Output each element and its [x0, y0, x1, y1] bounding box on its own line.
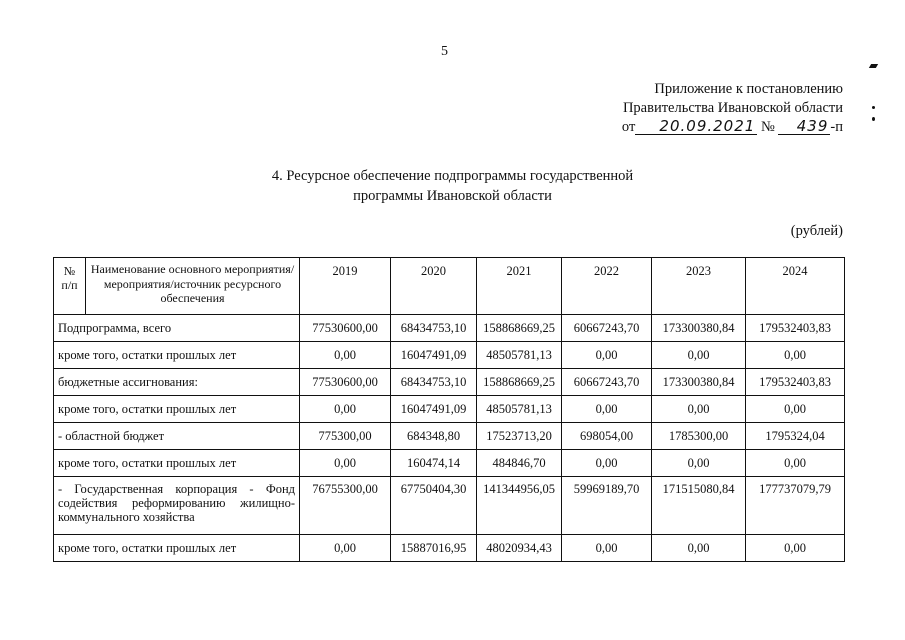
row-value: 15887016,95: [391, 535, 477, 562]
table-row: [54, 396, 845, 423]
row-value: 1795324,04: [746, 423, 845, 450]
row-value: 0,00: [746, 396, 845, 423]
row-value: 179532403,83: [746, 315, 845, 342]
resource-table: [53, 257, 845, 562]
row-value: 0,00: [652, 396, 746, 423]
row-value: 68434753,10: [391, 369, 477, 396]
row-value: 158868669,25: [477, 315, 562, 342]
scan-dot-1: [872, 106, 875, 109]
row-label: кроме того, остатки прошлых лет: [54, 450, 300, 477]
header-year: 2020: [391, 258, 477, 315]
row-label: кроме того, остатки прошлых лет: [54, 342, 300, 369]
appendix-date-line: [622, 118, 843, 137]
row-value: 0,00: [652, 450, 746, 477]
row-value: 68434753,10: [391, 315, 477, 342]
table-row: [54, 423, 845, 450]
row-label: Подпрограмма, всего: [54, 315, 300, 342]
scan-mark-top: [869, 64, 878, 68]
row-value: 0,00: [300, 396, 391, 423]
appendix-line-1: Приложение к постановлению: [654, 81, 843, 97]
row-value: 48505781,13: [477, 342, 562, 369]
row-value: 16047491,09: [391, 342, 477, 369]
row-value: 17523713,20: [477, 423, 562, 450]
row-value: 0,00: [562, 342, 652, 369]
row-label: кроме того, остатки прошлых лет: [54, 396, 300, 423]
row-value: 177737079,79: [746, 477, 845, 535]
header-year: 2023: [652, 258, 746, 315]
row-value: 0,00: [652, 535, 746, 562]
row-value: 77530600,00: [300, 369, 391, 396]
units-label: (рублей): [790, 223, 843, 239]
row-value: 67750404,30: [391, 477, 477, 535]
row-value: 158868669,25: [477, 369, 562, 396]
date-prefix: от: [621, 119, 636, 135]
table-row: [54, 315, 845, 342]
header-name: Наименование основного мероприятия/мероприятия/источник ресурсного обеспечения: [86, 258, 300, 315]
row-value: 1785300,00: [652, 423, 746, 450]
row-value: 141344956,05: [477, 477, 562, 535]
row-value: 171515080,84: [652, 477, 746, 535]
page-number: 5: [441, 44, 448, 59]
title-line-2: программы Ивановской области: [353, 188, 552, 204]
number-prefix: №: [760, 119, 775, 135]
row-value: 0,00: [300, 450, 391, 477]
row-value: 60667243,70: [562, 315, 652, 342]
row-value: 16047491,09: [391, 396, 477, 423]
row-value: 0,00: [562, 535, 652, 562]
appendix-line-2: Правительства Ивановской области: [622, 100, 843, 116]
row-value: 48505781,13: [477, 396, 562, 423]
row-value: 0,00: [300, 535, 391, 562]
row-label: бюджетные ассигнования:: [54, 369, 300, 396]
row-value: 0,00: [300, 342, 391, 369]
row-value: 0,00: [746, 450, 845, 477]
row-value: 484846,70: [477, 450, 562, 477]
header-year: 2022: [562, 258, 652, 315]
appendix-header: [622, 80, 843, 137]
table-row: [54, 369, 845, 396]
table-row: [54, 342, 845, 369]
table-header-row: [54, 258, 845, 315]
document-title: [0, 166, 905, 206]
row-value: 60667243,70: [562, 369, 652, 396]
table-row: [54, 535, 845, 562]
row-value: 684348,80: [391, 423, 477, 450]
row-value: 0,00: [562, 396, 652, 423]
row-label: - Государственная корпорация - Фонд содействия реформированию жилищно-коммунального хозяйства: [54, 477, 300, 535]
header-year: 2024: [746, 258, 845, 315]
row-value: 77530600,00: [300, 315, 391, 342]
row-value: 76755300,00: [300, 477, 391, 535]
row-label: кроме того, остатки прошлых лет: [54, 535, 300, 562]
row-value: 160474,14: [391, 450, 477, 477]
header-year: 2019: [300, 258, 391, 315]
row-value: 59969189,70: [562, 477, 652, 535]
handwritten-date: 20.09.2021: [635, 118, 757, 135]
handwritten-number: 439: [778, 118, 830, 135]
row-value: 0,00: [652, 342, 746, 369]
row-value: 179532403,83: [746, 369, 845, 396]
row-value: 0,00: [746, 342, 845, 369]
number-suffix: -п: [830, 119, 843, 135]
row-value: 48020934,43: [477, 535, 562, 562]
row-value: 0,00: [746, 535, 845, 562]
table-row: [54, 450, 845, 477]
row-label: - областной бюджет: [54, 423, 300, 450]
scan-dot-2: [872, 117, 875, 121]
row-value: 173300380,84: [652, 315, 746, 342]
header-num: № п/п: [54, 258, 86, 315]
row-value: 173300380,84: [652, 369, 746, 396]
title-line-1: 4. Ресурсное обеспечение подпрограммы государственной: [271, 168, 634, 184]
row-value: 0,00: [562, 450, 652, 477]
row-value: 775300,00: [300, 423, 391, 450]
header-year: 2021: [477, 258, 562, 315]
table-row: [54, 477, 845, 535]
row-value: 698054,00: [562, 423, 652, 450]
